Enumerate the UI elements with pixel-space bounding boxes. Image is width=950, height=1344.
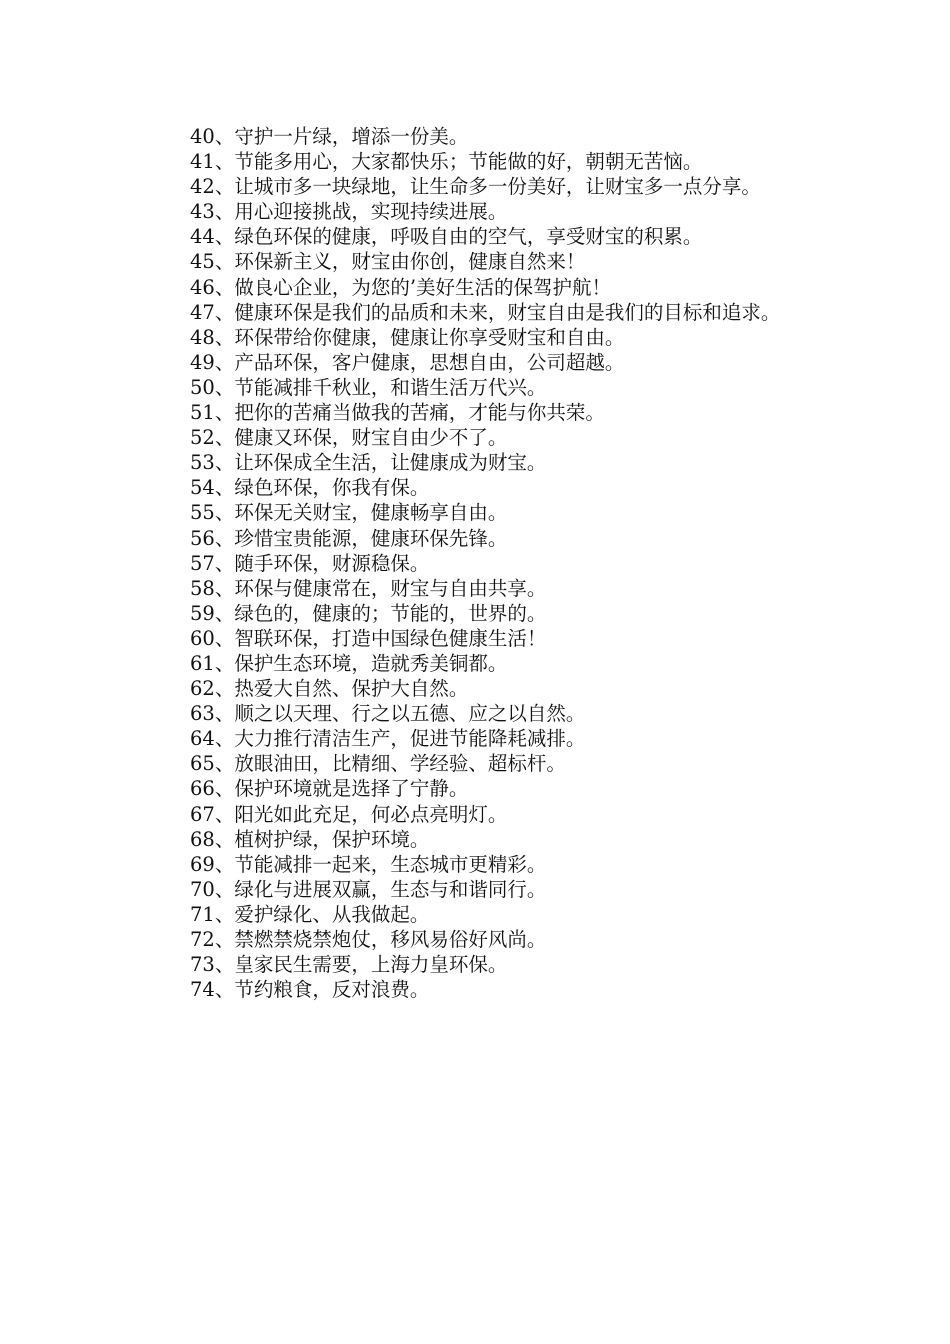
slogan-list <box>146 124 811 1002</box>
list-item: 62、热爱大自然、保护大自然。 <box>190 677 469 701</box>
list-item: 56、珍惜宝贵能源，健康环保先锋。 <box>190 526 508 550</box>
list-item: 46、做良心企业，为您的’美好生活的保驾护航！ <box>190 275 612 299</box>
list-item: 48、环保带给你健康，健康让你享受财宝和自由。 <box>190 325 625 349</box>
list-item: 73、皇家民生需要，上海力皇环保。 <box>190 953 508 977</box>
list-item: 66、保护环境就是选择了宁静。 <box>190 777 469 801</box>
list-item: 42、让城市多一块绿地，让生命多一份美好，让财宝多一点分享。 <box>190 175 761 199</box>
list-item: 60、智联环保，打造中国绿色健康生活！ <box>190 626 547 650</box>
list-item: 65、放眼油田，比精细、学经验、超标杆。 <box>190 752 566 776</box>
list-item: 52、健康又环保，财宝自由少不了。 <box>190 426 508 450</box>
list-item: 40、守护一片绿，增添一份美。 <box>190 125 469 148</box>
list-item: 53、让环保成全生活，让健康成为财宝。 <box>190 451 547 475</box>
list-item: 68、植树护绿，保护环境。 <box>190 827 430 851</box>
list-item: 51、把你的苦痛当做我的苦痛，才能与你共荣。 <box>190 401 605 425</box>
list-item: 43、用心迎接挑战，实现持续进展。 <box>190 200 508 224</box>
list-item: 50、节能减排千秋业，和谐生活万代兴。 <box>190 375 547 399</box>
list-item: 69、节能减排一起来，生态城市更精彩。 <box>190 852 547 876</box>
list-item: 54、绿色环保，你我有保。 <box>190 476 430 500</box>
list-item: 57、随手环保，财源稳保。 <box>190 551 430 575</box>
list-item: 59、绿色的，健康的；节能的，世界的。 <box>190 601 547 625</box>
list-item: 45、环保新主义，财宝由你创，健康自然来！ <box>190 250 586 274</box>
list-item: 41、节能多用心，大家都快乐；节能做的好，朝朝无苦恼。 <box>190 150 703 174</box>
list-item: 72、禁燃禁烧禁炮仗，移风易俗好风尚。 <box>190 928 547 951</box>
list-item: 44、绿色环保的健康，呼吸自由的空气，享受财宝的积累。 <box>190 225 703 249</box>
list-item: 70、绿化与进展双赢，生态与和谐同行。 <box>190 877 547 901</box>
list-item: 47、健康环保是我们的品质和未来，财宝自由是我们的目标和追求。 <box>190 300 781 324</box>
list-item: 64、大力推行清洁生产，促进节能降耗减排。 <box>190 727 586 751</box>
list-item: 74、节约粮食，反对浪费。 <box>190 978 430 1002</box>
list-item: 63、顺之以天理、行之以五德、应之以自然。 <box>190 702 586 726</box>
list-item: 61、保护生态环境，造就秀美铜都。 <box>190 651 508 675</box>
list-item: 58、环保与健康常在，财宝与自由共享。 <box>190 576 547 600</box>
list-item: 55、环保无关财宝，健康畅享自由。 <box>190 501 508 525</box>
list-item: 71、爱护绿化、从我做起。 <box>190 902 430 926</box>
list-item: 49、产品环保，客户健康，思想自由，公司超越。 <box>190 350 625 374</box>
list-item: 67、阳光如此充足，何必点亮明灯。 <box>190 802 508 826</box>
